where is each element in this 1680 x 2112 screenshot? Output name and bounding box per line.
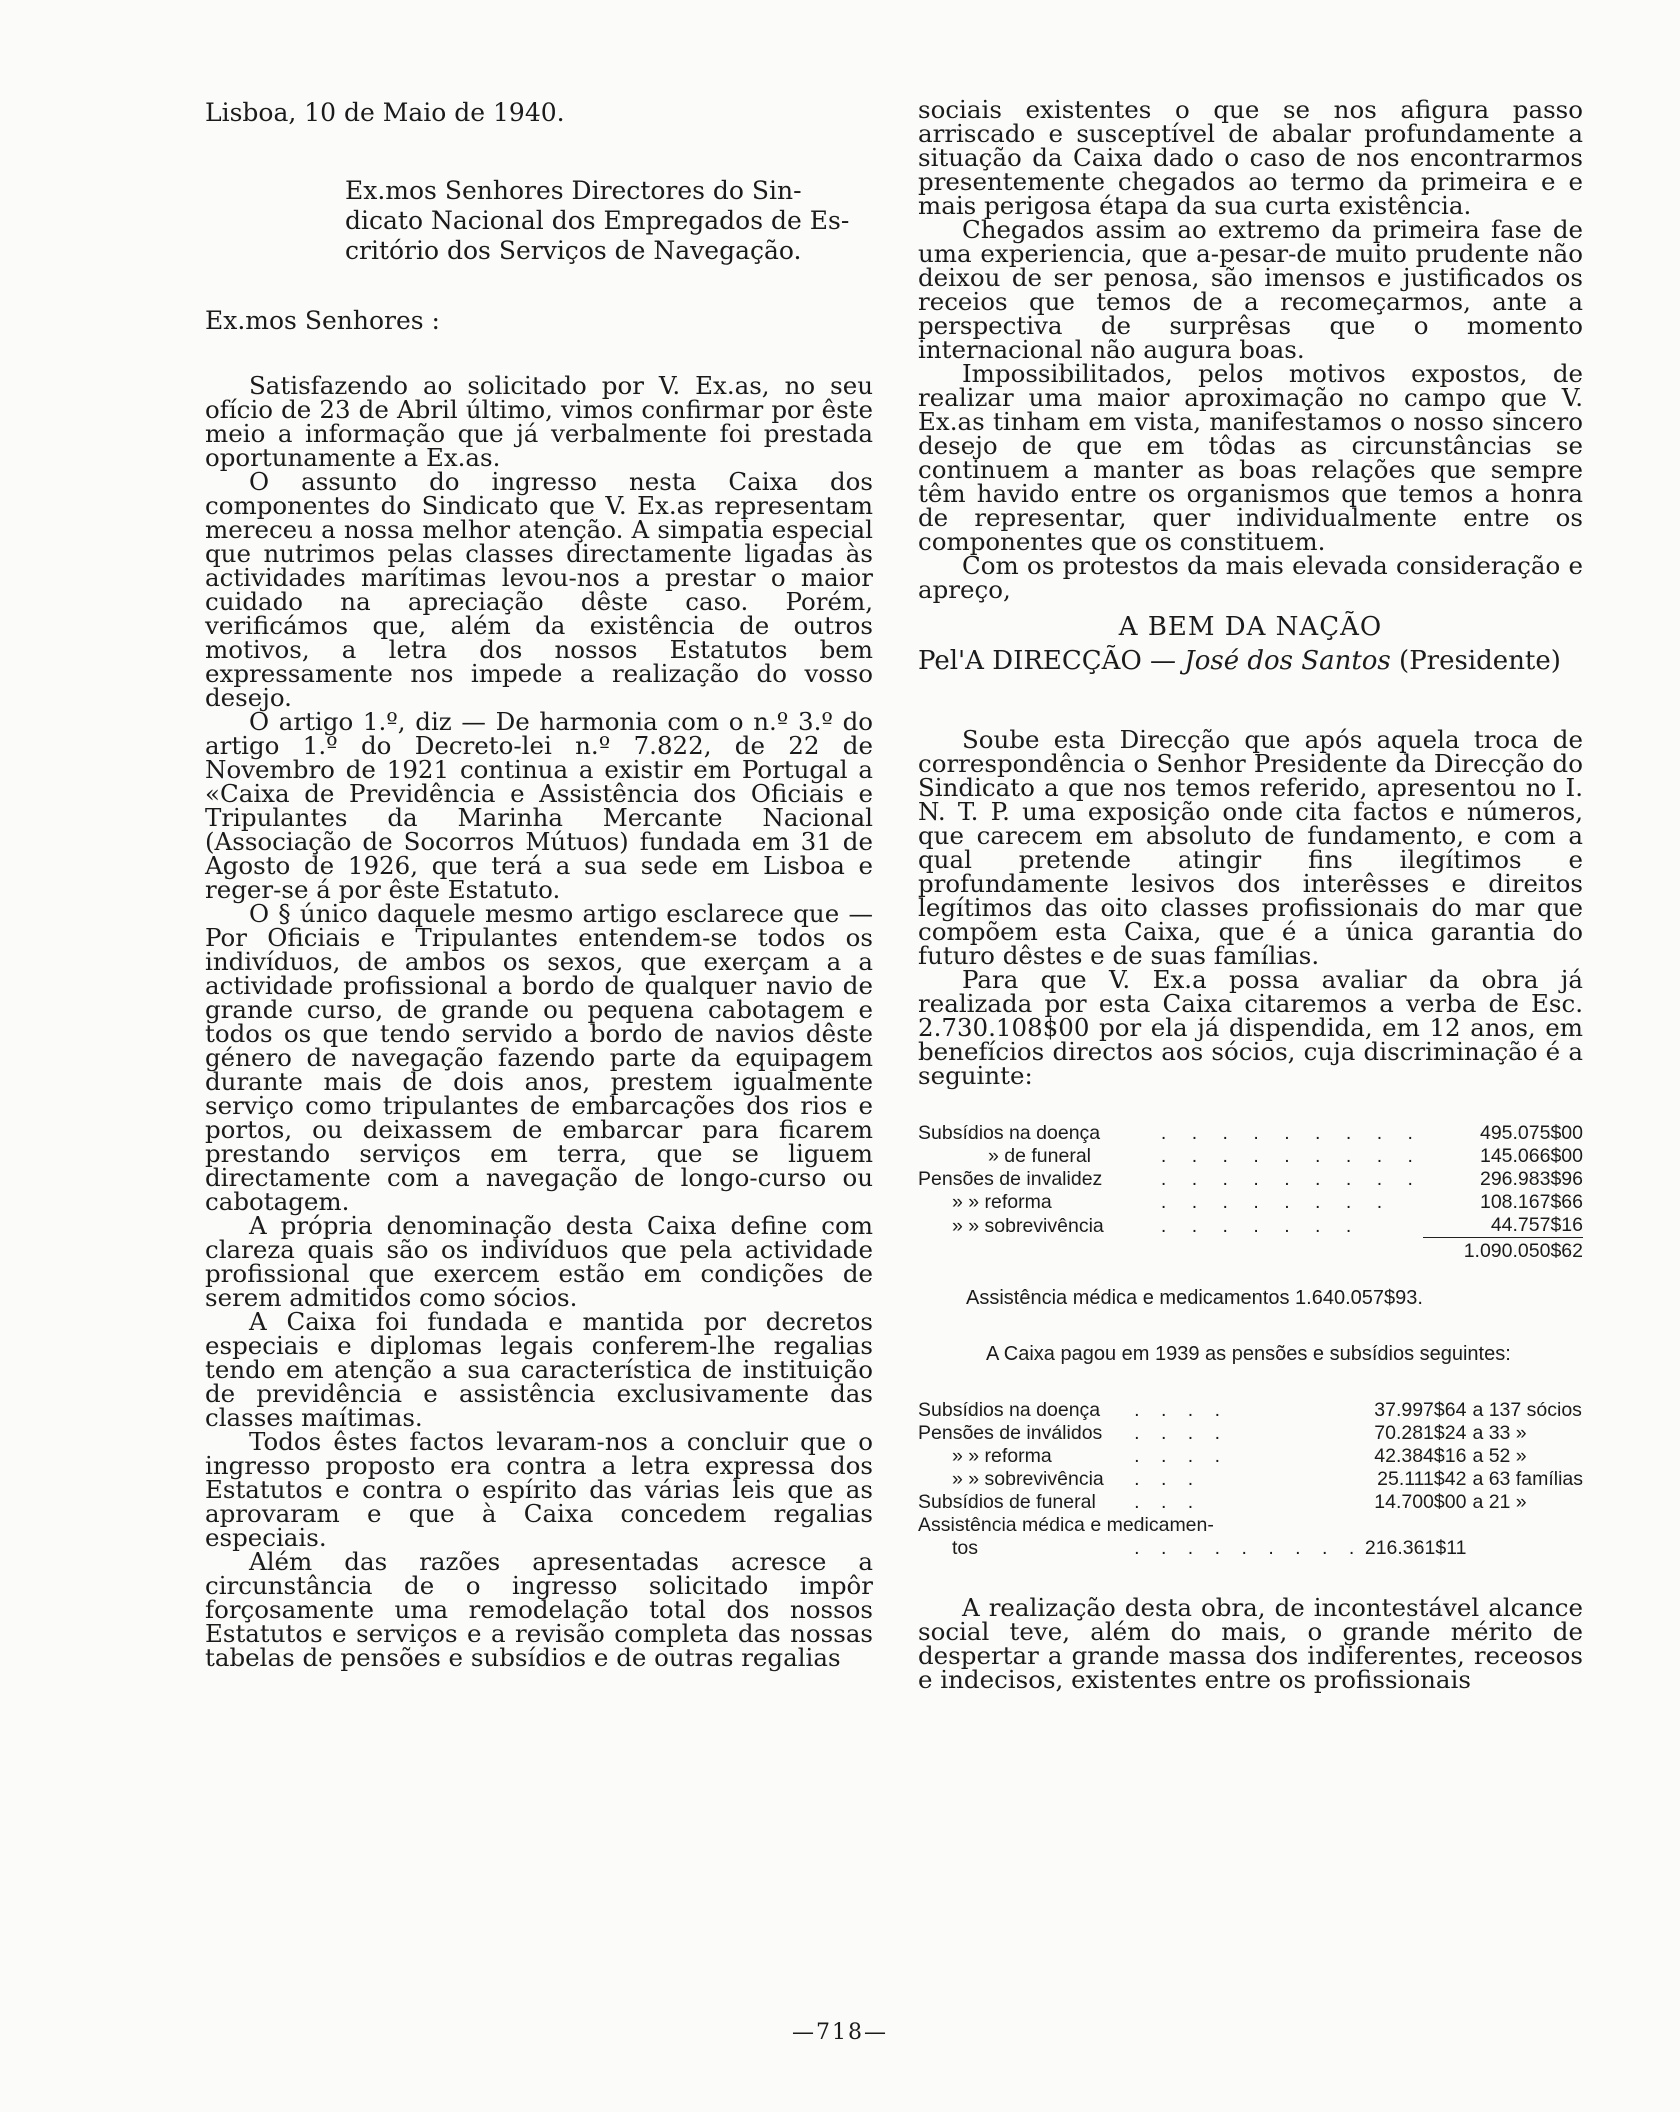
signature-prefix: Pel'A DIRECÇÃO — <box>918 646 1185 676</box>
row-dots: . . . . . . . . . <box>1160 1122 1423 1144</box>
paragraph: A realização desta obra, de incontestável alcance social teve, além do mais, o grande mérito de despertar a grande massa dos indiferentes, receosos e indecisos, existentes entre os profissionais <box>918 1593 1583 1694</box>
row-amount: 25.111$42 <box>1377 1468 1467 1490</box>
paragraph: Todos êstes factos levaram-nos a concluir que o ingresso proposto era contra a letra expressa dos Estatutos e contra o espírito das várias leis que as aprovaram e que à Caixa concedem regalias especiais. <box>205 1427 873 1552</box>
row-amount: 108.167$66 <box>1479 1191 1583 1213</box>
row-label: » » reforma <box>952 1445 1052 1467</box>
row-label: Pensões de inválidos <box>918 1422 1103 1444</box>
left-column <box>205 98 873 1670</box>
row-dots: . . . . . . . . . <box>1134 1537 1363 1559</box>
row-label: Subsídios na doença <box>918 1399 1101 1421</box>
table-row <box>918 1191 1583 1214</box>
paragraph: O § único daquele mesmo artigo esclarece que — Por Oficiais e Tripulantes entendem-se todos os indivíduos, de ambos os sexos, que exerçam a a actividade profissional a bordo de qualquer navio de grande curso, de grande ou pequena cabotagem e todos os que tendo servido a bordo de navios dêste género de navegação fazendo parte da equipagem durante mais de dois anos, prestem igualmente serviço como tripulantes de embarcações dos rios e portos, ou deixassem de embarcar para ficarem prestando serviços em terra, que se liguem directamente com a navegação de longo-curso ou cabotagem. <box>205 899 873 1216</box>
row-label: Assistência médica e medicamen- <box>918 1514 1214 1536</box>
row-label: tos <box>952 1537 979 1559</box>
row-label: Subsídios de funeral <box>918 1491 1096 1513</box>
signature <box>918 644 1583 678</box>
payments-1939-table <box>918 1399 1583 1560</box>
row-recipients: a 33 » <box>1472 1422 1527 1444</box>
row-dots: . . . . <box>1134 1399 1229 1421</box>
table-row <box>918 1145 1583 1168</box>
row-recipients: a 63 famílias <box>1472 1468 1583 1490</box>
paragraph: Com os protestos da mais elevada consideração e apreço, <box>918 551 1583 604</box>
row-dots: . . . . <box>1134 1422 1229 1444</box>
paragraph: Para que V. Ex.a possa avaliar da obra já realizada por esta Caixa citaremos a verba de Esc. 2.730.108$00 por ela já dispendida, em 12 anos, em benefícios directos aos sócios, cuja discriminação é a seguinte: <box>918 965 1583 1090</box>
signature-suffix: (Presidente) <box>1390 646 1561 676</box>
row-recipients: a 21 » <box>1472 1491 1527 1513</box>
paragraph: sociais existentes o que se nos afigura passo arriscado e susceptível de abalar profundamente a situação da Caixa dado o caso de nos encontrarmos presentemente chegados ao termo da primeira e e mais perigosa étapa da sua curta existência. <box>918 95 1583 220</box>
letter-salutation: Ex.mos Senhores : <box>205 306 440 335</box>
row-label: Subsídios na doença <box>918 1122 1101 1144</box>
row-recipients: a 52 » <box>1472 1445 1527 1467</box>
row-dots: . . . <box>1134 1491 1202 1513</box>
spacer <box>918 1560 1583 1596</box>
row-recipients <box>1472 1537 1583 1560</box>
row-dots: . . . . . . . . . <box>1160 1168 1423 1190</box>
paragraph: Impossibilitados, pelos motivos expostos, de realizar uma maior aproximação no campo que V. Ex.as tinham em vista, manifestamos o nosso sincero desejo de que em tôdas as circunstâncias se continuem a manter as boas relações que sempre têm havido entre os organismos que temos a honra de representar, quer individualmente entre os componentes que os constituem. <box>918 359 1583 556</box>
page-number: —718— <box>792 2020 888 2045</box>
paragraph: Além das razões apresentadas acresce a circunstância de o ingresso solicitado impôr forçosamente uma remodelação total dos nossos Estatutos e serviços e a revisão completa das nossas tabelas de pensões e subsídios e de outras regalias <box>205 1547 873 1672</box>
row-amount: 145.066$00 <box>1479 1145 1583 1167</box>
letter-date: Lisboa, 10 de Maio de 1940. <box>205 98 565 127</box>
paragraph: Satisfazendo ao solicitado por V. Ex.as, no seu ofício de 23 de Abril último, vimos confirmar por êste meio a informação que já verbalmente foi prestada oportunamente a Ex.as. <box>205 371 873 472</box>
paragraph: O artigo 1.º, diz — De harmonia com o n.º 3.º do artigo 1.º do Decreto-lei n.º 7.822, de 22 de Novembro de 1921 continua a existir em Portugal a «Caixa de Previdência e Assistência dos Oficiais e Tripulantes da Marinha Mercante Nacional (Associação de Socorros Mútuos) fundada em 31 de Agosto de 1926, que terá a sua sede em Lisboa e reger-se á por êste Estatuto. <box>205 707 873 904</box>
table-total-row <box>918 1238 1583 1264</box>
row-amount: 296.983$96 <box>1479 1168 1583 1190</box>
row-dots: . . . . . . . . . <box>1160 1145 1423 1167</box>
row-amount: 216.361$11 <box>1364 1537 1467 1559</box>
paragraph: Chegados assim ao extremo da primeira fase de uma experiencia, que a-pesar-de muito prudente não deixou de ser penosa, são imensos e justificados os receios que temos de a recomeçarmos, ante a perspectiva de surprêsas que o momento internacional não augura boas. <box>918 215 1583 364</box>
row-dots: . . . <box>1134 1468 1202 1490</box>
table-row <box>918 1514 1583 1537</box>
row-amount: 37.997$64 <box>1374 1399 1467 1421</box>
spacer <box>918 678 1583 728</box>
row-dots: . . . . . . . . <box>1160 1191 1393 1213</box>
row-label: » de funeral <box>988 1145 1091 1167</box>
row-label: Pensões de invalidez <box>918 1168 1103 1190</box>
table-row <box>918 1422 1583 1445</box>
row-dots: . . . . <box>1134 1445 1229 1467</box>
payments-1939-note: A Caixa pagou em 1939 as pensões e subsídios seguintes: <box>986 1343 1511 1365</box>
letter-addressee <box>345 176 873 266</box>
row-dots: . . . . . . . <box>1160 1214 1362 1237</box>
row-amount: 70.281$24 <box>1374 1422 1467 1444</box>
table-total: 1.090.050$62 <box>1463 1240 1583 1262</box>
table-row <box>918 1491 1583 1514</box>
paragraph: A Caixa foi fundada e mantida por decretos especiais e diplomas legais conferem-lhe regalias tendo em atenção a sua característica de instituição de previdência e assistência exclusivamente das classes maítimas. <box>205 1307 873 1432</box>
table-row <box>918 1214 1583 1238</box>
row-label: » » reforma <box>952 1191 1052 1213</box>
row-amount: 495.075$00 <box>1479 1122 1583 1144</box>
benefits-table <box>918 1122 1583 1263</box>
paragraph: Soube esta Direcção que após aquela troca de correspondência o Senhor Presidente da Direcção do Sindicato a que nos temos referido, apresentou no I. N. T. P. uma exposição onde cita factos e números, que carecem em absoluto de fundamento, e com a qual pretende atingir fins ilegítimos e profundamente lesivos dos interêsses e direitos legítimos das oito classes profissionais do mar que compõem esta Caixa, que é a única garantia do futuro dêstes e de suas famílias. <box>918 725 1583 970</box>
row-recipients: a 137 sócios <box>1472 1399 1582 1421</box>
row-label: » » sobrevivência <box>952 1468 1104 1490</box>
table-row <box>918 1468 1583 1491</box>
table-row <box>918 1445 1583 1468</box>
signature-name: José dos Santos <box>1184 646 1391 676</box>
row-amount: 44.757$16 <box>1423 1214 1583 1238</box>
addressee-line: Ex.mos Senhores Directores do Sin- <box>345 176 802 205</box>
row-amount <box>1362 1514 1472 1537</box>
table-row <box>918 1537 1583 1560</box>
addressee-line: dicato Nacional dos Empregados de Es- <box>345 206 850 235</box>
row-label: » » sobrevivência <box>952 1214 1104 1237</box>
table-row <box>918 1122 1583 1145</box>
closing-motto: A BEM DA NAÇÃO <box>1118 612 1383 642</box>
row-amount: 42.384$16 <box>1374 1445 1467 1467</box>
paragraph: A própria denominação desta Caixa define com clareza quais são os indivíduos que pela actividade profissional que exercem estão em condições de serem admitidos como sócios. <box>205 1211 873 1312</box>
right-column <box>918 95 1583 1694</box>
row-amount: 14.700$00 <box>1374 1491 1467 1513</box>
row-recipients <box>1472 1514 1583 1537</box>
medical-assistance-note: Assistência médica e medicamentos 1.640.057$93. <box>966 1287 1423 1309</box>
table-row <box>918 1399 1583 1422</box>
table-row <box>918 1168 1583 1191</box>
paragraph: O assunto do ingresso nesta Caixa dos componentes do Sindicato que V. Ex.as representam mereceu a nossa melhor atenção. A simpatia especial que nutrimos pelas classes directamente ligadas às actividades marítimas levou-nos a prestar o maior cuidado na apreciação dêste caso. Porém, verificámos que, além da existência de outros motivos, a letra dos nossos Estatutos bem expressamente nos impede a realização do vosso desejo. <box>205 467 873 712</box>
addressee-line: critório dos Serviços de Navegação. <box>345 236 802 265</box>
